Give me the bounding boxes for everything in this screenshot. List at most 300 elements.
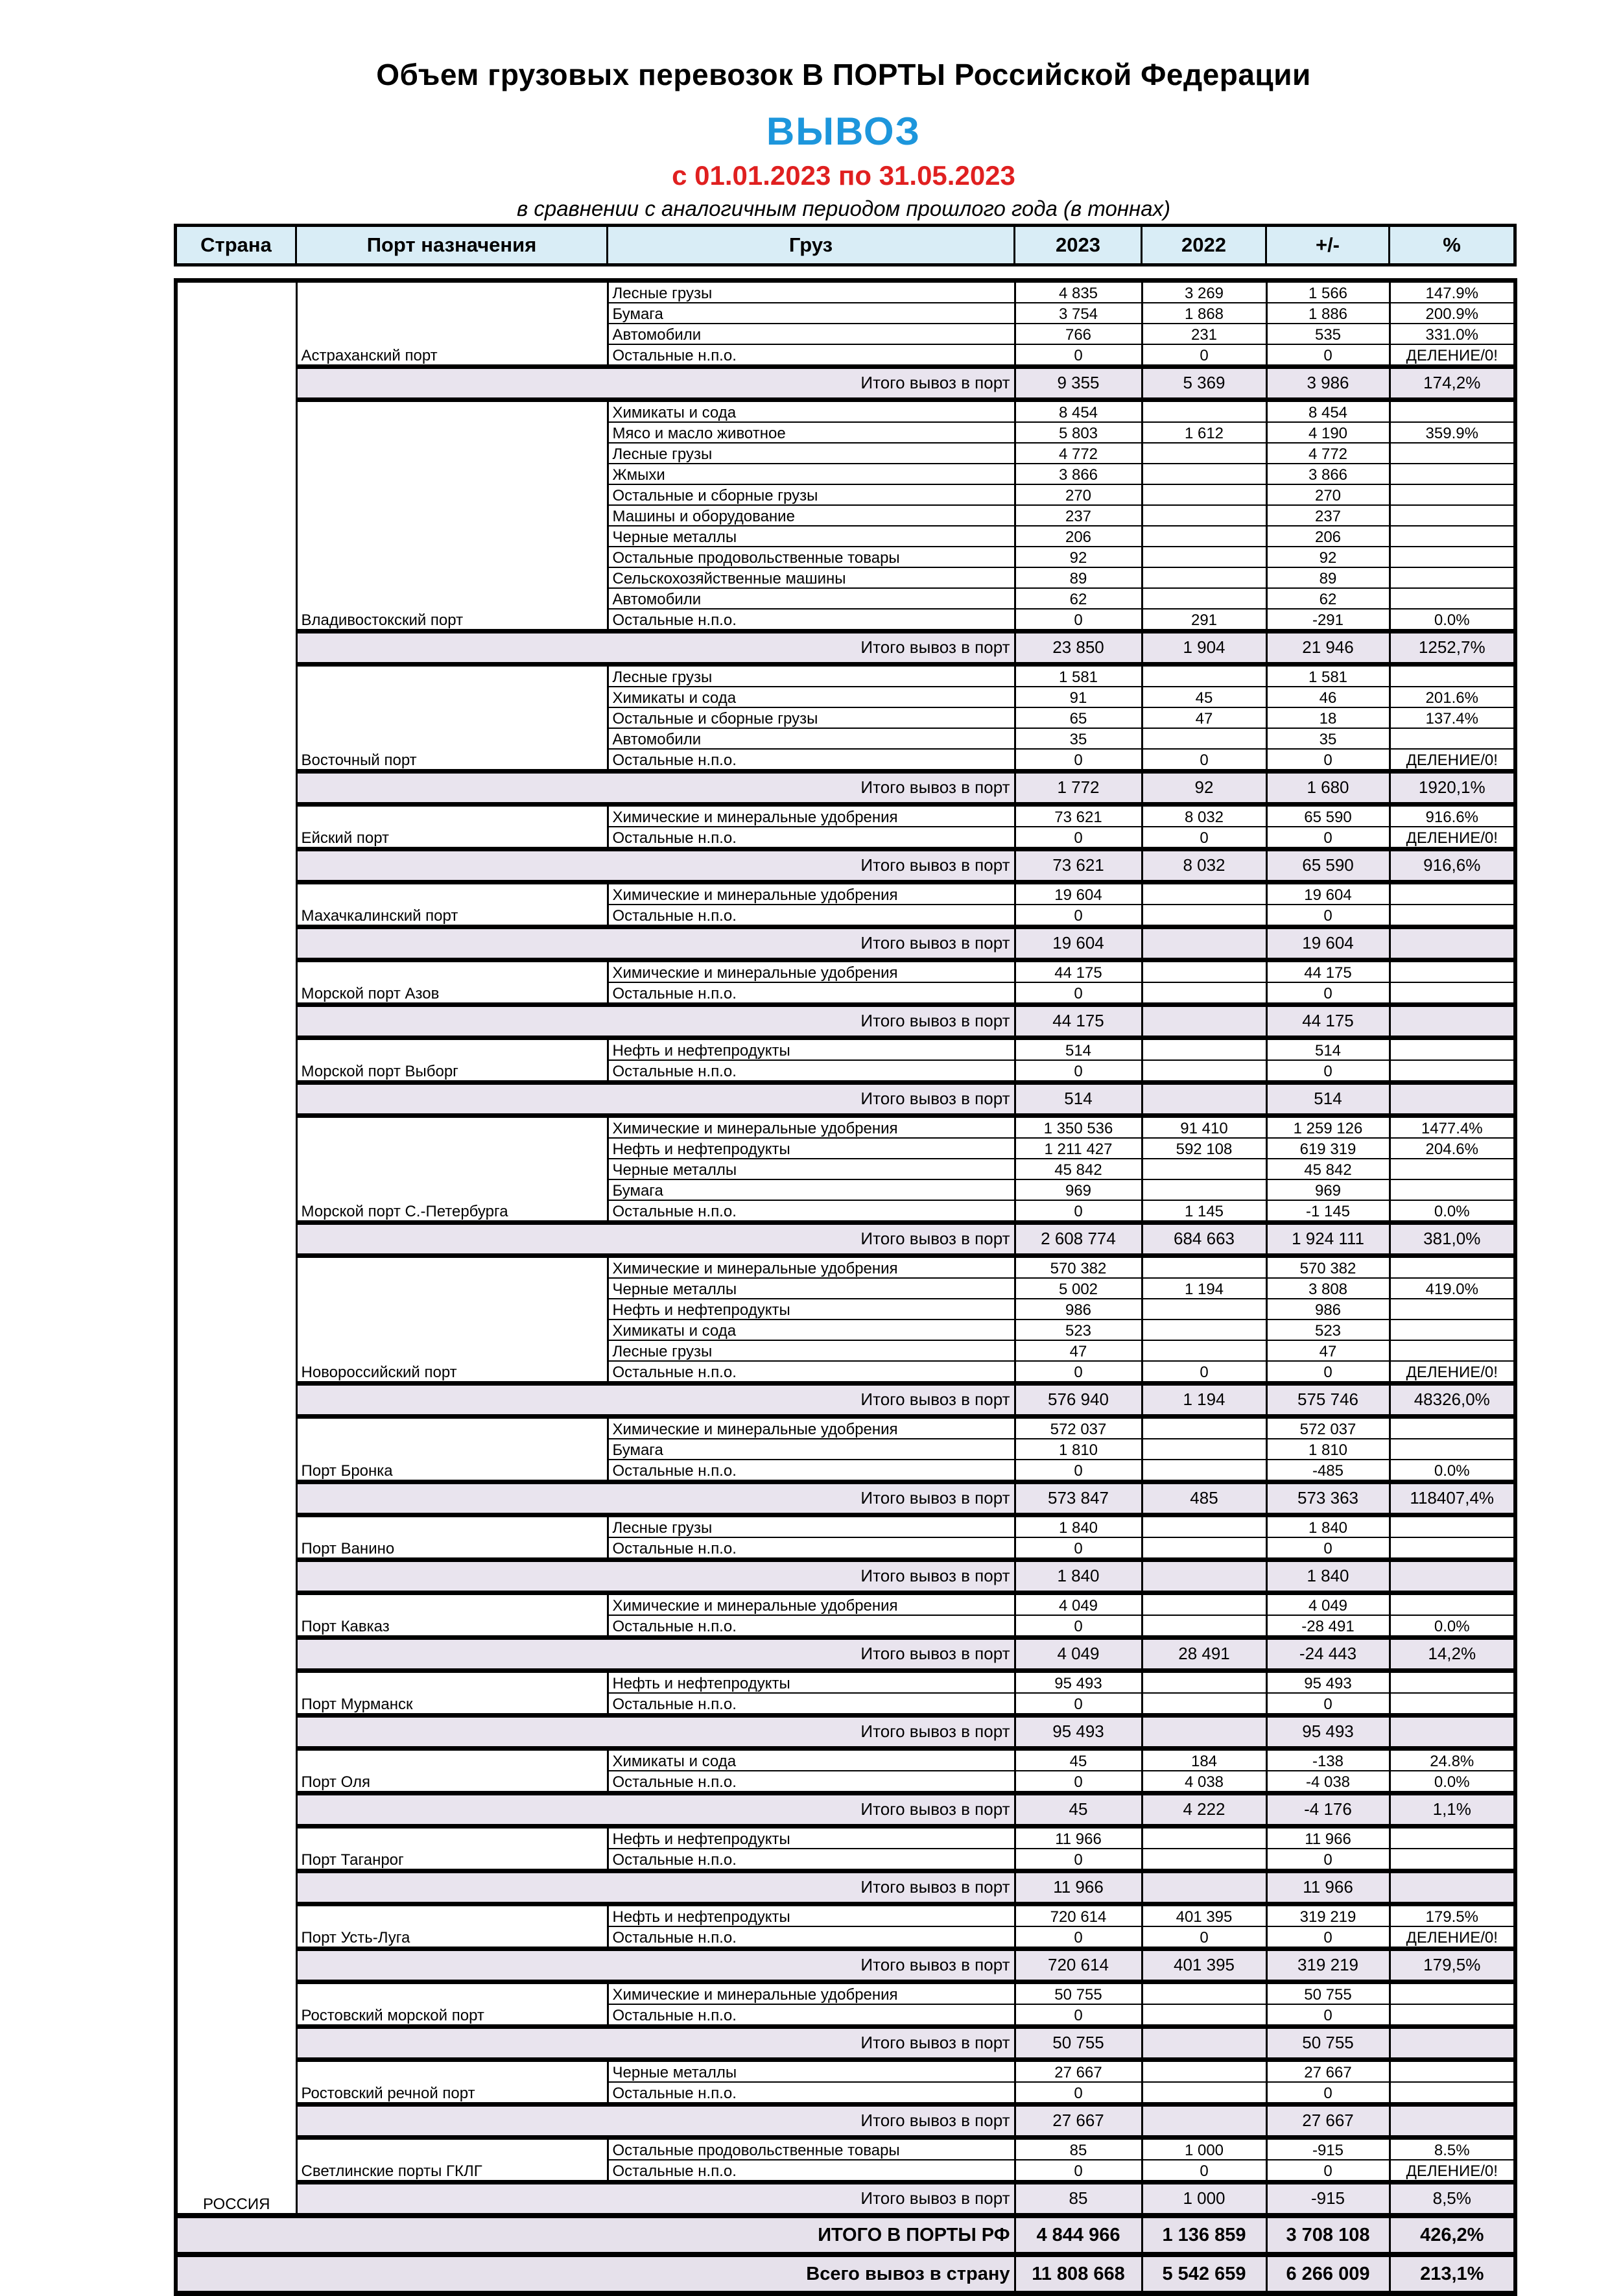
value-pct: ДЕЛЕНИЕ/0! [1390, 749, 1515, 772]
value-2023: 1 211 427 [1015, 1138, 1142, 1159]
value-2023: 270 [1015, 484, 1142, 505]
cargo-name-cell: Остальные н.п.о. [608, 1361, 1015, 1384]
grand-total-label: Всего вывоз в страну [176, 2255, 1015, 2293]
cargo-name-cell: Остальные и сборные грузы [608, 484, 1015, 505]
value-diff: 65 590 [1266, 805, 1390, 827]
value-diff: 319 219 [1266, 1904, 1390, 1927]
value-2022: 231 [1142, 324, 1266, 344]
cargo-name-cell: Бумага [608, 303, 1015, 324]
cargo-name-cell: Химикаты и сода [608, 400, 1015, 423]
cargo-name-cell: Лесные грузы [608, 443, 1015, 464]
value-2022: 1 145 [1142, 1200, 1266, 1223]
page-title: Объем грузовых перевозок В ПОРТЫ Российской Федерации [376, 58, 1311, 91]
grand-total-row [176, 2216, 1515, 2255]
port-name-cell: Светлинские порты ГКЛГ [296, 2138, 608, 2183]
value-diff: 11 966 [1266, 1871, 1390, 1904]
value-pct: 0.0% [1390, 1200, 1515, 1223]
value-2023: 0 [1015, 982, 1142, 1005]
value-2023: 1 772 [1015, 772, 1142, 805]
value-2022 [1142, 982, 1266, 1005]
value-2022 [1142, 1083, 1266, 1116]
value-2023: 1 350 536 [1015, 1116, 1142, 1139]
value-pct: 137.4% [1390, 707, 1515, 728]
value-2022: 5 542 659 [1142, 2255, 1266, 2293]
value-2023: 3 866 [1015, 464, 1142, 484]
value-pct [1390, 1593, 1515, 1616]
value-pct [1390, 882, 1515, 905]
value-2022: 1 194 [1142, 1384, 1266, 1417]
value-2023: 11 966 [1015, 1827, 1142, 1849]
value-2023: 27 667 [1015, 2105, 1142, 2138]
report-table [174, 224, 1513, 2296]
value-2022 [1142, 1159, 1266, 1179]
value-2023: 8 454 [1015, 400, 1142, 423]
value-pct: ДЕЛЕНИЕ/0! [1390, 827, 1515, 849]
value-diff: 95 493 [1266, 1671, 1390, 1694]
value-2023: 0 [1015, 2160, 1142, 2183]
cargo-name-cell: Остальные н.п.о. [608, 1771, 1015, 1793]
cargo-name-cell: Химические и минеральные удобрения [608, 805, 1015, 827]
value-diff: 1 840 [1266, 1515, 1390, 1538]
value-pct [1390, 905, 1515, 927]
cargo-row [176, 1593, 1515, 1616]
value-2023: 91 [1015, 687, 1142, 707]
value-pct: 419.0% [1390, 1278, 1515, 1299]
value-diff: 3 708 108 [1266, 2216, 1390, 2255]
value-pct [1390, 464, 1515, 484]
value-2022 [1142, 400, 1266, 423]
cargo-name-cell: Химикаты и сода [608, 1749, 1015, 1771]
value-2022: 1 904 [1142, 632, 1266, 665]
value-2022: 92 [1142, 772, 1266, 805]
cargo-row [176, 2060, 1515, 2083]
cargo-row [176, 1256, 1515, 1279]
value-2022 [1142, 547, 1266, 567]
cargo-name-cell: Черные металлы [608, 2060, 1015, 2083]
cargo-name-cell: Лесные грузы [608, 665, 1015, 687]
value-pct: 359.9% [1390, 422, 1515, 443]
value-2023: 0 [1015, 1693, 1142, 1716]
cargo-name-cell: Химические и минеральные удобрения [608, 1256, 1015, 1279]
value-pct: 201.6% [1390, 687, 1515, 707]
value-pct: 24.8% [1390, 1749, 1515, 1771]
header-2022: 2022 [1142, 226, 1266, 265]
value-pct [1390, 443, 1515, 464]
value-2022 [1142, 1849, 1266, 1871]
value-diff: -24 443 [1266, 1638, 1390, 1671]
port-total-row [176, 1638, 1515, 1671]
value-diff: 572 037 [1266, 1417, 1390, 1439]
cargo-name-cell: Остальные н.п.о. [608, 344, 1015, 367]
value-2023: 0 [1015, 905, 1142, 927]
value-diff: 1 886 [1266, 303, 1390, 324]
cargo-name-cell: Лесные грузы [608, 1515, 1015, 1538]
cargo-name-cell: Остальные н.п.о. [608, 1693, 1015, 1716]
value-pct [1390, 1982, 1515, 2005]
value-2022: 4 222 [1142, 1793, 1266, 1827]
value-diff: 0 [1266, 2082, 1390, 2105]
value-diff: 46 [1266, 687, 1390, 707]
value-2023: 573 847 [1015, 1482, 1142, 1515]
value-2023: 19 604 [1015, 882, 1142, 905]
value-2023: 0 [1015, 1537, 1142, 1560]
value-2022 [1142, 484, 1266, 505]
cargo-name-cell: Нефть и нефтепродукты [608, 1904, 1015, 1927]
cargo-name-cell: Остальные н.п.о. [608, 609, 1015, 632]
value-pct [1390, 1083, 1515, 1116]
value-pct: ДЕЛЕНИЕ/0! [1390, 1926, 1515, 1949]
port-name-cell: Морской порт Выборг [296, 1038, 608, 1083]
value-2023: 50 755 [1015, 2027, 1142, 2060]
port-total-row [176, 1083, 1515, 1116]
value-diff: 11 966 [1266, 1827, 1390, 1849]
port-total-label: Итого вывоз в порт [296, 1949, 1015, 1982]
value-pct [1390, 2060, 1515, 2083]
cargo-name-cell: Остальные н.п.о. [608, 1615, 1015, 1638]
cargo-row [176, 805, 1515, 827]
value-diff: 1 810 [1266, 1439, 1390, 1460]
value-2023: 0 [1015, 1460, 1142, 1482]
value-pct: 1252,7% [1390, 632, 1515, 665]
value-2022 [1142, 2004, 1266, 2027]
value-pct [1390, 1849, 1515, 1871]
value-diff: 19 604 [1266, 882, 1390, 905]
value-diff: 92 [1266, 547, 1390, 567]
cargo-name-cell: Остальные н.п.о. [608, 1060, 1015, 1083]
value-diff: 575 746 [1266, 1384, 1390, 1417]
value-2022 [1142, 505, 1266, 526]
cargo-row [176, 960, 1515, 983]
value-2022: 0 [1142, 2160, 1266, 2183]
value-diff: 1 581 [1266, 665, 1390, 687]
value-2023: 11 966 [1015, 1871, 1142, 1904]
port-total-label: Итого вывоз в порт [296, 1793, 1015, 1827]
port-total-label: Итого вывоз в порт [296, 927, 1015, 960]
cargo-name-cell: Нефть и нефтепродукты [608, 1827, 1015, 1849]
value-2023: 50 755 [1015, 1982, 1142, 2005]
cargo-name-cell: Остальные н.п.о. [608, 749, 1015, 772]
value-pct [1390, 547, 1515, 567]
value-2023: 576 940 [1015, 1384, 1142, 1417]
value-2023: 5 002 [1015, 1278, 1142, 1299]
value-diff: -915 [1266, 2138, 1390, 2160]
cargo-name-cell: Химикаты и сода [608, 687, 1015, 707]
value-2022 [1142, 2105, 1266, 2138]
value-pct [1390, 1716, 1515, 1749]
value-2022 [1142, 526, 1266, 547]
port-name-cell: Порт Кавказ [296, 1593, 608, 1638]
value-pct [1390, 2105, 1515, 2138]
value-pct [1390, 1060, 1515, 1083]
value-diff: -4 176 [1266, 1793, 1390, 1827]
value-2023: 720 614 [1015, 1904, 1142, 1927]
value-2022 [1142, 2082, 1266, 2105]
value-pct [1390, 484, 1515, 505]
document-header [174, 57, 1513, 221]
header-2023: 2023 [1015, 226, 1142, 265]
port-total-row [176, 1223, 1515, 1256]
cargo-row [176, 400, 1515, 423]
value-diff: 0 [1266, 827, 1390, 849]
value-pct [1390, 665, 1515, 687]
port-name-cell: Морской порт Азов [296, 960, 608, 1005]
value-2023: 44 175 [1015, 960, 1142, 983]
cargo-name-cell: Остальные н.п.о. [608, 2004, 1015, 2027]
cargo-name-cell: Остальные н.п.о. [608, 905, 1015, 927]
value-2022: 0 [1142, 827, 1266, 849]
value-diff: 570 382 [1266, 1256, 1390, 1279]
value-diff: 6 266 009 [1266, 2255, 1390, 2293]
port-name-cell: Порт Оля [296, 1749, 608, 1793]
value-2023: 986 [1015, 1299, 1142, 1320]
value-pct: 200.9% [1390, 303, 1515, 324]
header-port: Порт назначения [296, 226, 608, 265]
value-pct: 48326,0% [1390, 1384, 1515, 1417]
value-2023: 92 [1015, 547, 1142, 567]
value-diff: 27 667 [1266, 2105, 1390, 2138]
cargo-name-cell: Лесные грузы [608, 1340, 1015, 1361]
value-2022 [1142, 1320, 1266, 1340]
value-2022: 184 [1142, 1749, 1266, 1771]
value-2022 [1142, 1256, 1266, 1279]
port-total-row [176, 1716, 1515, 1749]
value-2023: 5 803 [1015, 422, 1142, 443]
value-2023: 89 [1015, 567, 1142, 588]
value-2022: 592 108 [1142, 1138, 1266, 1159]
cargo-row [176, 1904, 1515, 1927]
value-pct [1390, 2004, 1515, 2027]
value-2022 [1142, 567, 1266, 588]
value-2023: 237 [1015, 505, 1142, 526]
value-diff: 0 [1266, 1849, 1390, 1871]
value-2022: 1 000 [1142, 2138, 1266, 2160]
port-total-row [176, 1482, 1515, 1515]
value-pct [1390, 1515, 1515, 1538]
value-diff: 18 [1266, 707, 1390, 728]
value-2023: 45 [1015, 1749, 1142, 1771]
port-total-label: Итого вывоз в порт [296, 1716, 1015, 1749]
value-2023: 1 810 [1015, 1439, 1142, 1460]
value-diff: 237 [1266, 505, 1390, 526]
value-diff: 1 924 111 [1266, 1223, 1390, 1256]
value-2023: 3 754 [1015, 303, 1142, 324]
value-diff: 0 [1266, 1361, 1390, 1384]
cargo-row [176, 281, 1515, 303]
cargo-name-cell: Жмыхи [608, 464, 1015, 484]
value-2023: 2 608 774 [1015, 1223, 1142, 1256]
value-pct: 179.5% [1390, 1904, 1515, 1927]
value-diff: 0 [1266, 1926, 1390, 1949]
port-total-row [176, 632, 1515, 665]
value-diff: 89 [1266, 567, 1390, 588]
value-pct [1390, 567, 1515, 588]
value-2023: 45 842 [1015, 1159, 1142, 1179]
port-total-row [176, 2183, 1515, 2216]
value-pct [1390, 1179, 1515, 1200]
cargo-name-cell: Бумага [608, 1179, 1015, 1200]
cargo-name-cell: Мясо и масло животное [608, 422, 1015, 443]
value-pct: 331.0% [1390, 324, 1515, 344]
value-2022 [1142, 665, 1266, 687]
value-2023: 969 [1015, 1179, 1142, 1200]
value-diff: 3 986 [1266, 367, 1390, 400]
value-2022 [1142, 1340, 1266, 1361]
value-2023: 206 [1015, 526, 1142, 547]
value-diff: 986 [1266, 1299, 1390, 1320]
value-pct: 381,0% [1390, 1223, 1515, 1256]
value-2023: 0 [1015, 344, 1142, 367]
value-diff: 0 [1266, 749, 1390, 772]
value-diff: 50 755 [1266, 1982, 1390, 2005]
cargo-name-cell: Нефть и нефтепродукты [608, 1671, 1015, 1694]
value-2023: 73 621 [1015, 849, 1142, 882]
port-total-label: Итого вывоз в порт [296, 2183, 1015, 2216]
value-2023: 4 049 [1015, 1638, 1142, 1671]
value-2022 [1142, 1515, 1266, 1538]
cargo-name-cell: Остальные н.п.о. [608, 1849, 1015, 1871]
value-2022 [1142, 728, 1266, 749]
value-pct [1390, 1560, 1515, 1593]
cargo-name-cell: Лесные грузы [608, 281, 1015, 303]
port-name-cell: Порт Таганрог [296, 1827, 608, 1871]
value-pct: 8,5% [1390, 2183, 1515, 2216]
value-diff: 0 [1266, 1060, 1390, 1083]
cargo-name-cell: Химические и минеральные удобрения [608, 882, 1015, 905]
value-2023: 85 [1015, 2183, 1142, 2216]
value-2022: 0 [1142, 1926, 1266, 1949]
port-total-row [176, 367, 1515, 400]
value-pct: 426,2% [1390, 2216, 1515, 2255]
port-name-cell: Порт Мурманск [296, 1671, 608, 1716]
value-diff: -915 [1266, 2183, 1390, 2216]
port-total-row [176, 2027, 1515, 2060]
cargo-name-cell: Черные металлы [608, 526, 1015, 547]
cargo-name-cell: Химические и минеральные удобрения [608, 1982, 1015, 2005]
value-2023: 570 382 [1015, 1256, 1142, 1279]
value-diff: 1 566 [1266, 281, 1390, 303]
port-total-label: Итого вывоз в порт [296, 367, 1015, 400]
value-diff: 0 [1266, 344, 1390, 367]
value-2022: 3 269 [1142, 281, 1266, 303]
value-pct: 179,5% [1390, 1949, 1515, 1982]
value-diff: -138 [1266, 1749, 1390, 1771]
value-pct: 1477.4% [1390, 1116, 1515, 1139]
value-pct [1390, 960, 1515, 983]
value-2023: 11 808 668 [1015, 2255, 1142, 2293]
value-2022: 45 [1142, 687, 1266, 707]
value-pct [1390, 1537, 1515, 1560]
value-2022: 0 [1142, 344, 1266, 367]
value-pct [1390, 1159, 1515, 1179]
port-total-row [176, 1871, 1515, 1904]
cargo-row [176, 1827, 1515, 1849]
value-pct [1390, 728, 1515, 749]
value-pct [1390, 1256, 1515, 1279]
value-pct: 147.9% [1390, 281, 1515, 303]
value-2022 [1142, 882, 1266, 905]
value-2022: 8 032 [1142, 805, 1266, 827]
value-2023: 572 037 [1015, 1417, 1142, 1439]
value-pct [1390, 1871, 1515, 1904]
value-2023: 35 [1015, 728, 1142, 749]
value-pct [1390, 2027, 1515, 2060]
value-diff: 3 866 [1266, 464, 1390, 484]
value-2022 [1142, 1460, 1266, 1482]
cargo-name-cell: Химикаты и сода [608, 1320, 1015, 1340]
table-header [174, 224, 1517, 266]
port-total-label: Итого вывоз в порт [296, 1482, 1015, 1515]
port-total-row [176, 1384, 1515, 1417]
cargo-name-cell: Нефть и нефтепродукты [608, 1138, 1015, 1159]
grand-total-label: ИТОГО В ПОРТЫ РФ [176, 2216, 1015, 2255]
value-2023: 19 604 [1015, 927, 1142, 960]
value-pct: 1,1% [1390, 1793, 1515, 1827]
value-2023: 65 [1015, 707, 1142, 728]
value-2022 [1142, 1716, 1266, 1749]
value-pct [1390, 526, 1515, 547]
value-2023: 95 493 [1015, 1716, 1142, 1749]
value-2023: 514 [1015, 1083, 1142, 1116]
value-2023: 47 [1015, 1340, 1142, 1361]
value-2023: 0 [1015, 1060, 1142, 1083]
value-diff: 0 [1266, 1537, 1390, 1560]
value-2022 [1142, 1827, 1266, 1849]
value-2022 [1142, 1005, 1266, 1038]
cargo-row [176, 1038, 1515, 1061]
value-2023: 62 [1015, 588, 1142, 609]
port-total-label: Итого вывоз в порт [296, 849, 1015, 882]
value-2023: 4 844 966 [1015, 2216, 1142, 2255]
port-name-cell: Порт Усть-Луга [296, 1904, 608, 1949]
cargo-name-cell: Химические и минеральные удобрения [608, 1593, 1015, 1616]
value-2023: 85 [1015, 2138, 1142, 2160]
value-pct [1390, 1693, 1515, 1716]
cargo-name-cell: Остальные и сборные грузы [608, 707, 1015, 728]
table-body [174, 278, 1517, 2296]
value-pct [1390, 927, 1515, 960]
cargo-name-cell: Бумага [608, 1439, 1015, 1460]
port-total-label: Итого вывоз в порт [296, 1005, 1015, 1038]
value-pct [1390, 1671, 1515, 1694]
port-total-row [176, 772, 1515, 805]
country-cell: РОССИЯ [176, 281, 296, 2216]
value-pct: 118407,4% [1390, 1482, 1515, 1515]
port-total-row [176, 1949, 1515, 1982]
value-pct: 0.0% [1390, 1771, 1515, 1793]
port-name-cell: Владивостокский порт [296, 400, 608, 632]
value-2022: 1 136 859 [1142, 2216, 1266, 2255]
port-name-cell: Порт Бронка [296, 1417, 608, 1482]
value-diff: 4 772 [1266, 443, 1390, 464]
value-2022: 91 410 [1142, 1116, 1266, 1139]
value-2023: 0 [1015, 1771, 1142, 1793]
value-2022: 684 663 [1142, 1223, 1266, 1256]
value-2023: 0 [1015, 609, 1142, 632]
value-pct: 14,2% [1390, 1638, 1515, 1671]
value-diff: -28 491 [1266, 1615, 1390, 1638]
port-total-label: Итого вывоз в порт [296, 1871, 1015, 1904]
value-diff: 0 [1266, 2004, 1390, 2027]
value-2023: 1 840 [1015, 1560, 1142, 1593]
value-2022 [1142, 1439, 1266, 1460]
value-diff: 4 190 [1266, 422, 1390, 443]
value-pct: 0.0% [1390, 1460, 1515, 1482]
value-pct [1390, 2082, 1515, 2105]
value-2022 [1142, 1615, 1266, 1638]
value-diff: 44 175 [1266, 960, 1390, 983]
cargo-row [176, 1515, 1515, 1538]
value-diff: 62 [1266, 588, 1390, 609]
